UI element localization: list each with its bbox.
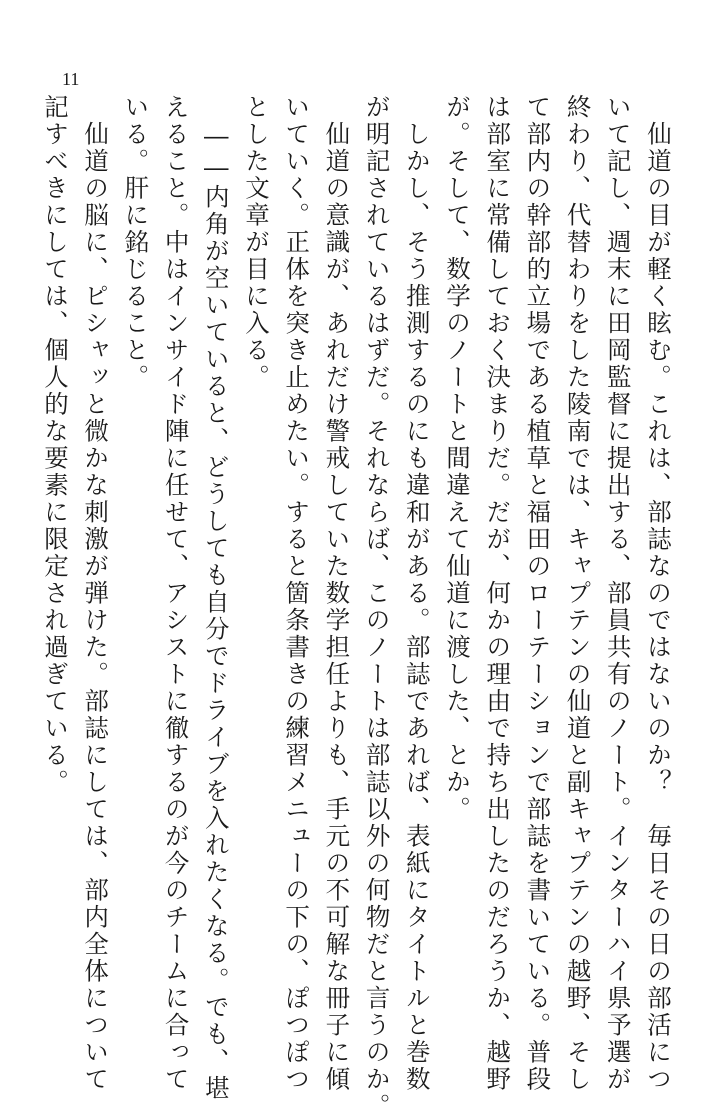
text-line: しかし、そう推測するのにも違和がある。部誌であれば、表紙にタイトルと巻数 — [402, 94, 432, 1093]
text-line: 終わり、代替わりをした陵南では、キャプテンの仙道と副キャプテンの越野、そし — [563, 94, 593, 1093]
text-line: 仙道の目が軽く眩む。これは、部誌なのではないのか？ 毎日その日の部活につ — [644, 94, 673, 1093]
text-line: いて記し、週末に田岡監督に提出する、部員共有のノート。インターハイ県予選が — [603, 94, 633, 1093]
text-line: いていく。正体を突き止めたい。すると箇条書きの練習メニューの下の、ぽつぽつ — [282, 94, 312, 1093]
text-line: て部内の幹部的立場である植草と福田のローテーションで部誌を書いている。普段 — [523, 94, 553, 1093]
text-line: ――内角が空いていると、どうしても自分でドライブを入れたくなる。でも、堪 — [201, 94, 231, 1102]
text-line: 仙道の脳に、ピシャッと微かな刺激が弾けた。部誌にしては、部内全体について — [81, 94, 111, 1093]
text-line: とした文章が目に入る。 — [241, 94, 271, 391]
text-line: は部室に常備しておく決まりだ。だが、何かの理由で持ち出したのだろうか、越野 — [483, 94, 513, 1093]
page-number: 11 — [62, 69, 80, 89]
text-line: が明記されているはずだ。それならば、このノートは部誌以外の何物だと言うのか。 — [362, 94, 392, 1120]
text-line: 仙道の意識が、あれだけ警戒していた数学担任よりも、手元の不可解な冊子に傾 — [322, 94, 352, 1093]
text-line: が。そして、数学のノートと間違えて仙道に渡した、とか。 — [442, 94, 472, 823]
text-line: 記すべきにしては、個人的な要素に限定され過ぎている。 — [40, 94, 70, 796]
body-text — [40, 94, 678, 1120]
text-line: いる。肝に銘じること。 — [121, 94, 151, 391]
text-line: えること。中はインサイド陣に任せて、アシストに徹するのが今のチームに合って — [161, 94, 191, 1093]
